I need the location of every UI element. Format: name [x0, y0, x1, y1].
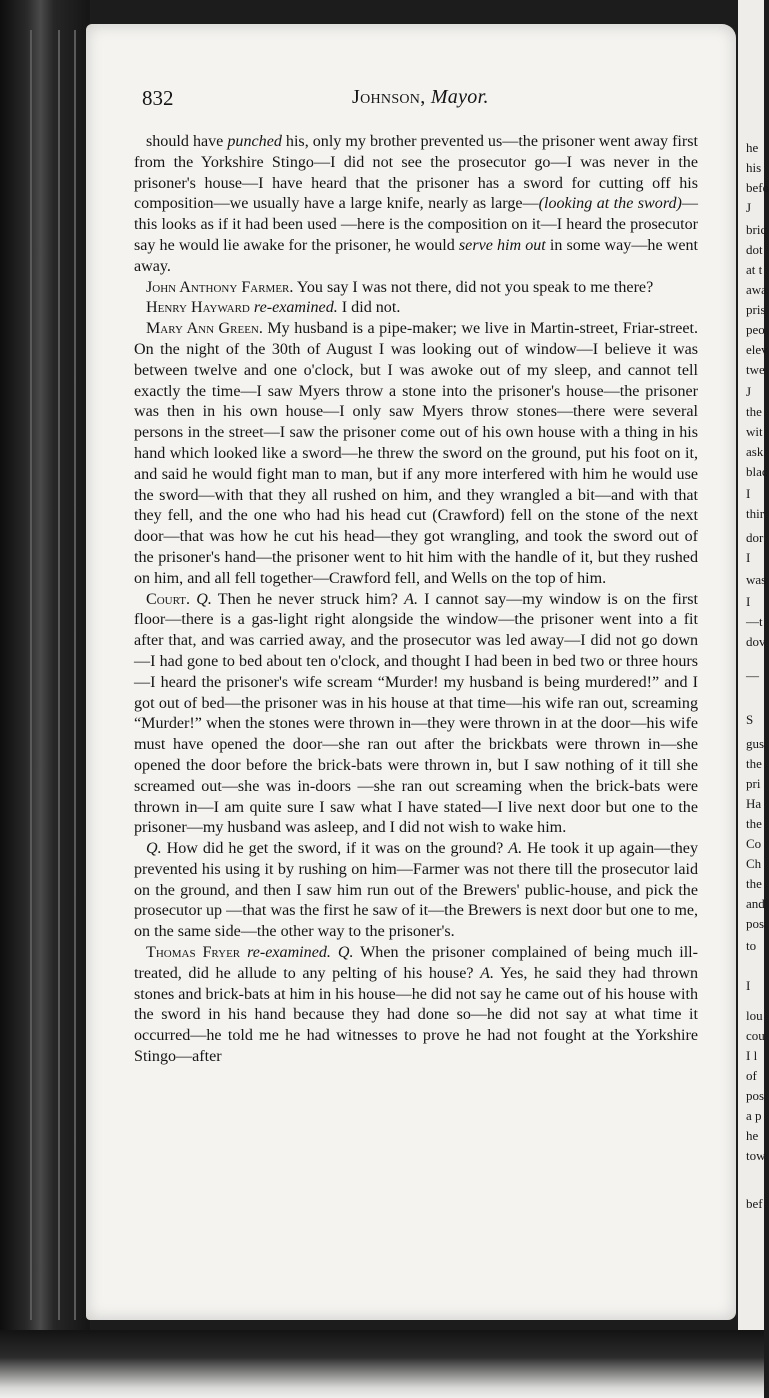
facing-page-fragment: J: [746, 384, 752, 399]
facing-page-fragment: pos: [746, 916, 765, 931]
facing-page-fragment: I: [746, 486, 751, 501]
speaker-name: Mary Ann Green.: [146, 320, 263, 338]
paragraph: [134, 943, 698, 1068]
italic-text: serve him out: [458, 236, 546, 254]
facing-page-fragment: he: [746, 140, 759, 155]
text-run: He took it up again—they prevented his using it by rushing on him—Farmer was not there till the prosecutor laid on the ground, and then I saw him run out of the Brewers' public-house, and pick the prosecutor up —that was the first he saw of it—the Brewers is next door but one to me, on the same side—the other way to the prisoner's.: [134, 840, 698, 941]
facing-page-fragment: S: [746, 712, 754, 727]
running-title: [352, 86, 489, 109]
facing-page-fragment: twe: [746, 362, 765, 377]
facing-page-fragment: peo: [746, 322, 765, 337]
facing-page-fragment: to: [746, 938, 757, 953]
text-run: My husband is a pipe-maker; we live in Martin-street, Friar-street. On the night of the 30th of August I was looking out of window—I believe it was between twelve and one o'clock, but I was awoke out of my sleep, and cannot tell exactly the time—I saw Myers throw a stone into the prisoner's house—the prisoner was then in his own house—I only saw Myers throw stones—there were several persons in the street—I saw the prisoner come out of his own house with a thing in his hand which looked like a sword—he threw the sword on the ground, put his foot on it, and said he would fight man to man, but if any more interfered with him he would use the sword—with that they all rushed on him, and they wrangled a bit—and with that they fell, and the one who had his head cut (Crawford) fell on the stone of the next door—that was how he cut his head—they got wrangling, and took the sword out of the prisoner's hand—the prisoner went to hit him with the handle of it, but they rushed on him, and all fell together—Crawford fell, and Wells on the top of him.: [134, 320, 698, 587]
facing-page-fragment: his: [746, 160, 762, 175]
text-run: Yes, he said they had thrown stones and brick-bats at him in his house—he did not say he came out of his house with the sword in his hand because they had done so—he did not say at what time it occurred—he told me he had witnesses to prove he had not fought at the Yorkshire Stingo—after: [134, 964, 698, 1066]
italic-text: punched: [227, 133, 282, 150]
text-run: I cannot say—my window is on the first floor—there is a gas-light right alongside the window—the prisoner went into a fit after that, and was carried away, and the prosecutor was led away—I did not go down—I had gone to bed about ten o'clock, and thought I had been in bed two or three hours—I heard the prisoner's wife scream “Murder! my husband is being murdered!” and I got out of bed—the prisoner was in his house at that time—his wife ran out, screaming “Murder!” when the stones were thrown in—they were thrown in at the door—his wife must have opened the door—she ran out after the brickbats were thrown in—she opened the door before the brick-bats were thrown in, but I saw nothing of it till she screamed out—she was in-doors —she ran out screaming when the brick-bats were thrown in—I am quite sure I saw what I have stated—I live next door but one to the prisoner—my husband was asleep, and I did not wish to wake him.: [134, 590, 698, 837]
italic-text: A.: [480, 964, 494, 982]
scan-bottom-edge: [0, 1330, 764, 1398]
paragraph: [134, 590, 698, 840]
running-title-name: Johnson,: [352, 86, 426, 108]
facing-page-fragment: dot: [746, 242, 763, 257]
facing-page-fragment: pris: [746, 302, 766, 317]
italic-text: Q.: [337, 944, 354, 962]
text-run: his, only my brother prevented us—the prisoner went away first from the Yorkshire Stingo—I did not see the prosecutor go—I was never in the prisoner's house—I have heard that the prisoner has a sword for cutting off his composition—we usually have a large knife, nearly as large—: [134, 133, 698, 213]
facing-page-fragment: lou: [746, 1008, 763, 1023]
facing-page-fragment: —t: [746, 614, 763, 629]
facing-page-fragment: was: [746, 572, 767, 587]
binding-stripe: [58, 30, 60, 1320]
facing-page-fragment: —: [746, 668, 759, 683]
binding-stripe: [30, 30, 32, 1320]
running-title-office: Mayor.: [430, 86, 489, 108]
facing-page-fragment: wit: [746, 424, 763, 439]
text-run: should have: [146, 133, 228, 150]
page-body-text: [134, 132, 698, 1068]
text-run: —this looks as if it had been used —here is the composition on it—I heard the prosecutor say he would lie awake for the prisoner, he would: [134, 195, 699, 254]
facing-page-fragment: the: [746, 756, 762, 771]
facing-page-fragment: dor: [746, 530, 764, 545]
paragraph: [134, 278, 698, 299]
facing-page-fragment: of: [746, 1068, 757, 1083]
facing-page-fragment: bef: [746, 1196, 763, 1211]
facing-page-fragment: bric: [746, 222, 767, 237]
facing-page-fragment: awa: [746, 282, 767, 297]
facing-page-fragment: the: [746, 876, 762, 891]
paragraph: [134, 319, 698, 589]
facing-page-fragment: the: [746, 404, 762, 419]
speaker-name: Henry Hayward: [146, 299, 250, 317]
facing-page-fragment: a p: [746, 1108, 762, 1123]
speaker-name: Court.: [146, 590, 191, 608]
facing-page-fragment: tow: [746, 1148, 766, 1163]
facing-page-fragment: pri: [746, 776, 761, 791]
facing-page-fragment: gus: [746, 736, 765, 751]
facing-page-fragment: and: [746, 896, 765, 911]
facing-page-fragment: I: [746, 594, 751, 609]
facing-page-fragment: elev: [746, 342, 768, 357]
text-run: You say I was not there, did not you speak to me there?: [293, 278, 654, 296]
text-run: When the prisoner complained of being much ill-treated, did he allude to any pelting of his house?: [134, 944, 698, 982]
facing-page-fragment: I: [746, 550, 751, 565]
speaker-name: Thomas Fryer: [146, 944, 241, 962]
facing-page-fragment: ask: [746, 444, 764, 459]
binding-stripe: [74, 30, 76, 1320]
italic-text: Q.: [196, 590, 212, 608]
facing-page-fragment: befo: [746, 180, 769, 195]
facing-page-fragment: the: [746, 816, 762, 831]
page-header: [142, 86, 702, 114]
paragraph: [134, 132, 698, 278]
facing-page-fragment: J: [746, 200, 752, 215]
speaker-name: John Anthony Farmer.: [146, 278, 294, 296]
facing-page-fragment: I l: [746, 1048, 758, 1063]
paragraph: [134, 839, 698, 943]
facing-page-fragment: thir: [746, 506, 765, 521]
italic-text: A.: [508, 840, 523, 858]
facing-page-fragment: dov: [746, 634, 766, 649]
text-run: in some way—he went away.: [134, 236, 698, 275]
italic-text: re-examined.: [253, 299, 338, 317]
facing-page-fragment: Co: [746, 836, 762, 851]
text-run: How did he get the sword, if it was on the ground?: [161, 840, 509, 858]
facing-page-fragment: Ha: [746, 796, 762, 811]
text-run: Then he never struck him?: [211, 590, 405, 608]
facing-page-fragment: I: [746, 978, 751, 993]
facing-page-fragment: Ch: [746, 856, 762, 871]
italic-text: re-examined.: [247, 944, 331, 962]
book-binding-gutter: [0, 0, 90, 1398]
text-run: I did not.: [337, 299, 401, 317]
page-number: 832: [142, 86, 174, 110]
facing-page-fragment: pos: [746, 1088, 765, 1103]
text-run: [331, 944, 338, 961]
facing-page-fragment: at t: [746, 262, 763, 277]
facing-page-edge: [738, 0, 769, 1330]
italic-text: Q.: [146, 840, 162, 858]
facing-page-fragment: he: [746, 1128, 759, 1143]
paragraph: [134, 298, 698, 319]
facing-page-fragment: blac: [746, 464, 768, 479]
facing-page-fragment: cou: [746, 1028, 765, 1043]
italic-text: (looking at the sword): [538, 195, 682, 213]
italic-text: A.: [404, 590, 418, 608]
